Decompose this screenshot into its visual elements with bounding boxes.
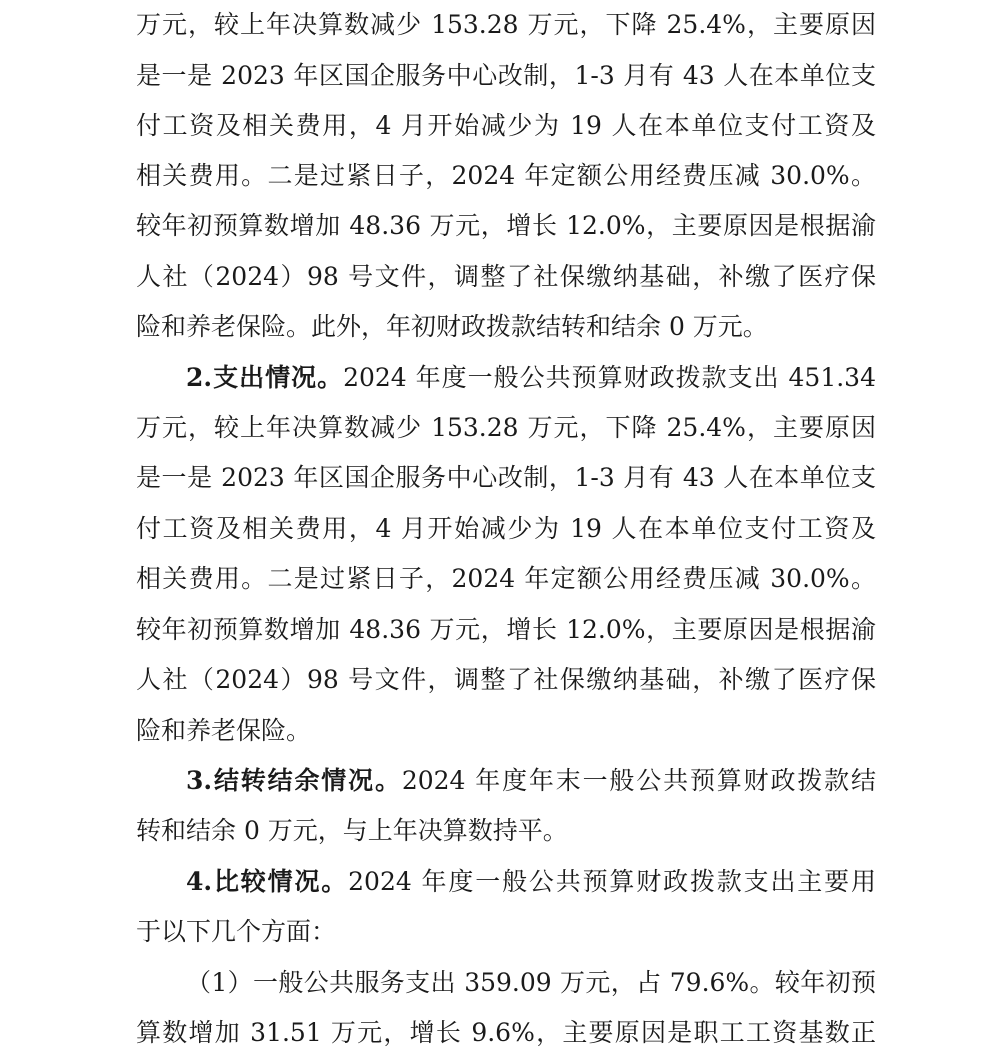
expenditure-heading: 2.支出情况。 [186, 363, 344, 392]
paragraph-line: 险和养老保险。 [136, 716, 312, 745]
paragraph-line: 是一是 2023 年区国企服务中心改制，1-3 月有 43 人在本单位支 [136, 61, 876, 90]
paragraph-line: 是一是 2023 年区国企服务中心改制，1-3 月有 43 人在本单位支 [136, 463, 876, 492]
carryover-heading: 3.结转结余情况。 [186, 766, 402, 795]
comparison-heading-line [186, 863, 876, 901]
comparison-heading: 4.比较情况。 [186, 867, 349, 896]
paragraph-line: 相关费用。二是过紧日子，2024 年定额公用经费压减 30.0%。 [136, 564, 876, 593]
paragraph-line: 人社（2024）98 号文件，调整了社保缴纳基础，补缴了医疗保 [136, 262, 876, 291]
paragraph-line: 万元，较上年决算数减少 153.28 万元，下降 25.4%，主要原因 [136, 10, 876, 39]
paragraph-line: 付工资及相关费用，4 月开始减少为 19 人在本单位支付工资及 [136, 111, 876, 140]
paragraph-line: 较年初预算数增加 48.36 万元，增长 12.0%，主要原因是根据渝 [136, 211, 876, 240]
paragraph-line: 万元，较上年决算数减少 153.28 万元，下降 25.4%，主要原因 [136, 413, 876, 442]
paragraph-line: 于以下几个方面： [136, 917, 337, 946]
expenditure-heading-line [186, 359, 876, 397]
paragraph-line: 算数增加 31.51 万元，增长 9.6%，主要原因是职工工资基数正 [136, 1018, 876, 1047]
paragraph-line: 较年初预算数增加 48.36 万元，增长 12.0%，主要原因是根据渝 [136, 615, 876, 644]
paragraph-line: 相关费用。二是过紧日子，2024 年定额公用经费压减 30.0%。 [136, 161, 876, 190]
list-item-line: （1）一般公共服务支出 359.09 万元，占 79.6%。较年初预 [186, 968, 876, 997]
carryover-heading-line [186, 762, 876, 800]
paragraph-line: 险和养老保险。此外，年初财政拨款结转和结余 0 万元。 [136, 312, 768, 341]
paragraph-text: 2024 年度一般公共预算财政拨款支出 451.34 [343, 363, 876, 392]
paragraph-line: 人社（2024）98 号文件，调整了社保缴纳基础，补缴了医疗保 [136, 665, 876, 694]
paragraph-line: 付工资及相关费用，4 月开始减少为 19 人在本单位支付工资及 [136, 514, 876, 543]
paragraph-line: 转和结余 0 万元，与上年决算数持平。 [136, 816, 568, 845]
paragraph-text: 2024 年度年末一般公共预算财政拨款结 [401, 766, 876, 795]
paragraph-text: 2024 年度一般公共预算财政拨款支出主要用 [348, 867, 876, 896]
